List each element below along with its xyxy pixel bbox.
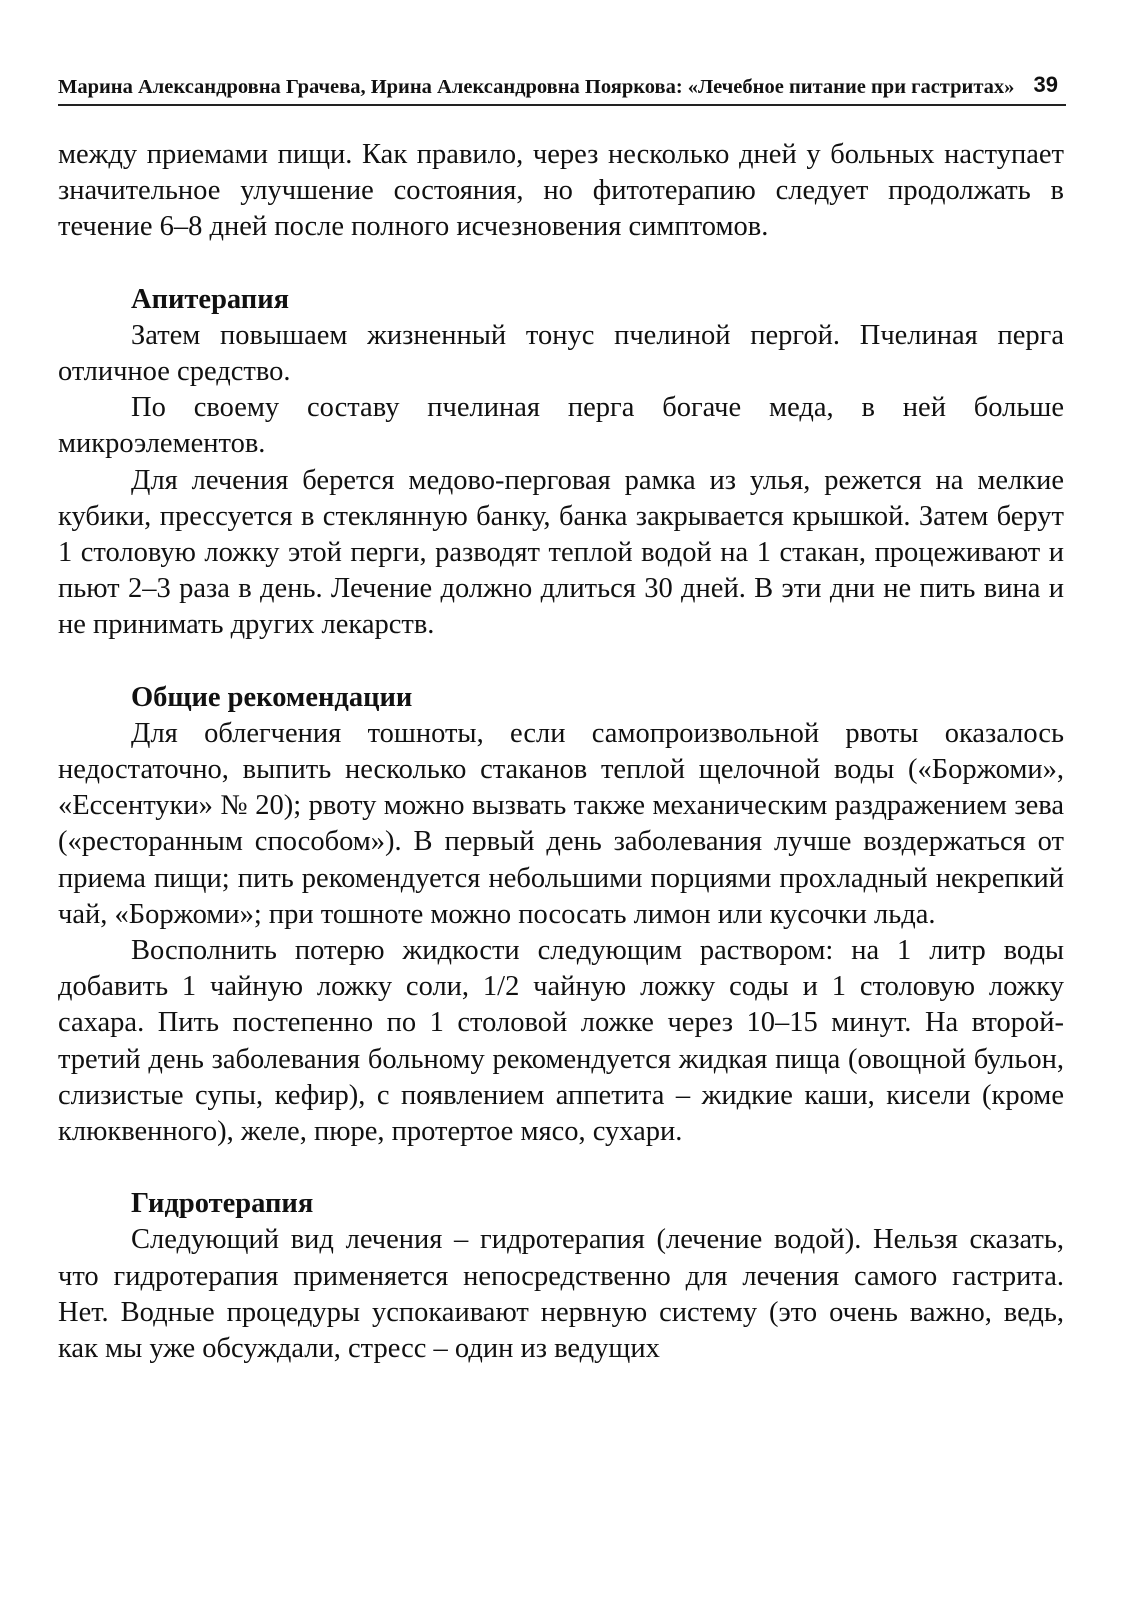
- running-header: [58, 74, 1066, 106]
- paragraph: По своему составу пчелиная перга богаче меда, в ней больше микроэлементов.: [58, 392, 1064, 460]
- page-body: [58, 137, 1064, 1367]
- paragraph: Восполнить потерю жидкости следующим раствором: на 1 литр воды добавить 1 чайную ложку соли, 1/2 чайную ложку соды и 1 столовую ложку сахара. Пить постепенно по 1 столовой ложке через 10–15 минут. На второй-третий день заболевания больному рекомендуется жидкая пища (овощной бульон, слизистые супы, кефир), с появлением аппетита – жидкие каши, кисели (кроме клюквенного), желе, пюре, протертое мясо, сухари.: [58, 935, 1064, 1148]
- paragraph: Для облегчения тошноты, если самопроизвольной рвоты оказалось недостаточно, выпить несколько стаканов теплой щелочной воды («Боржоми», «Ессентуки» № 20); рвоту можно вызвать также механическим раздражением зева («ресторанным способом»). В первый день заболевания лучше воздержаться от приема пищи; пить рекомендуется небольшими порциями прохладный некрепкий чай, «Боржоми»; при тошноте можно пососать лимон или кусочки льда.: [58, 717, 1064, 930]
- heading-apitherapy: Апитерапия: [131, 283, 290, 315]
- page-number: 39: [1033, 72, 1058, 97]
- heading-general-recommendations: Общие рекомендации: [131, 681, 413, 713]
- header-title: Марина Александровна Грачева, Ирина Александровна Пояркова: «Лечебное питание при гастритах»: [58, 76, 1015, 98]
- paragraph-intro: между приемами пищи. Как правило, через несколько дней у больных наступает значительное улучшение состояния, но фитотерапию следует продолжать в течение 6–8 дней после полного исчезновения симптомов.: [58, 139, 1064, 243]
- paragraph: Затем повышаем жизненный тонус пчелиной пергой. Пчелиная перга отличное средство.: [58, 319, 1064, 388]
- paragraph: Для лечения берется медово-перговая рамка из улья, режется на мелкие кубики, прессуется в стеклянную банку, банка закрывается крышкой. Затем берут 1 столовую ложку этой перги, разводят теплой водой на 1 стакан, процеживают и пьют 2–3 раза в день. Лечение должно длиться 30 дней. В эти дни не пить вина и не принимать других лекарств.: [58, 464, 1064, 641]
- paragraph: Следующий вид лечения – гидротерапия (лечение водой). Нельзя сказать, что гидротерапия применяется непосредственно для лечения самого гастрита. Нет. Водные процедуры успокаивают нервную систему (это очень важно, ведь, как мы уже обсуждали, стресс – один из ведущих: [58, 1224, 1064, 1365]
- heading-hydrotherapy: Гидротерапия: [131, 1188, 314, 1220]
